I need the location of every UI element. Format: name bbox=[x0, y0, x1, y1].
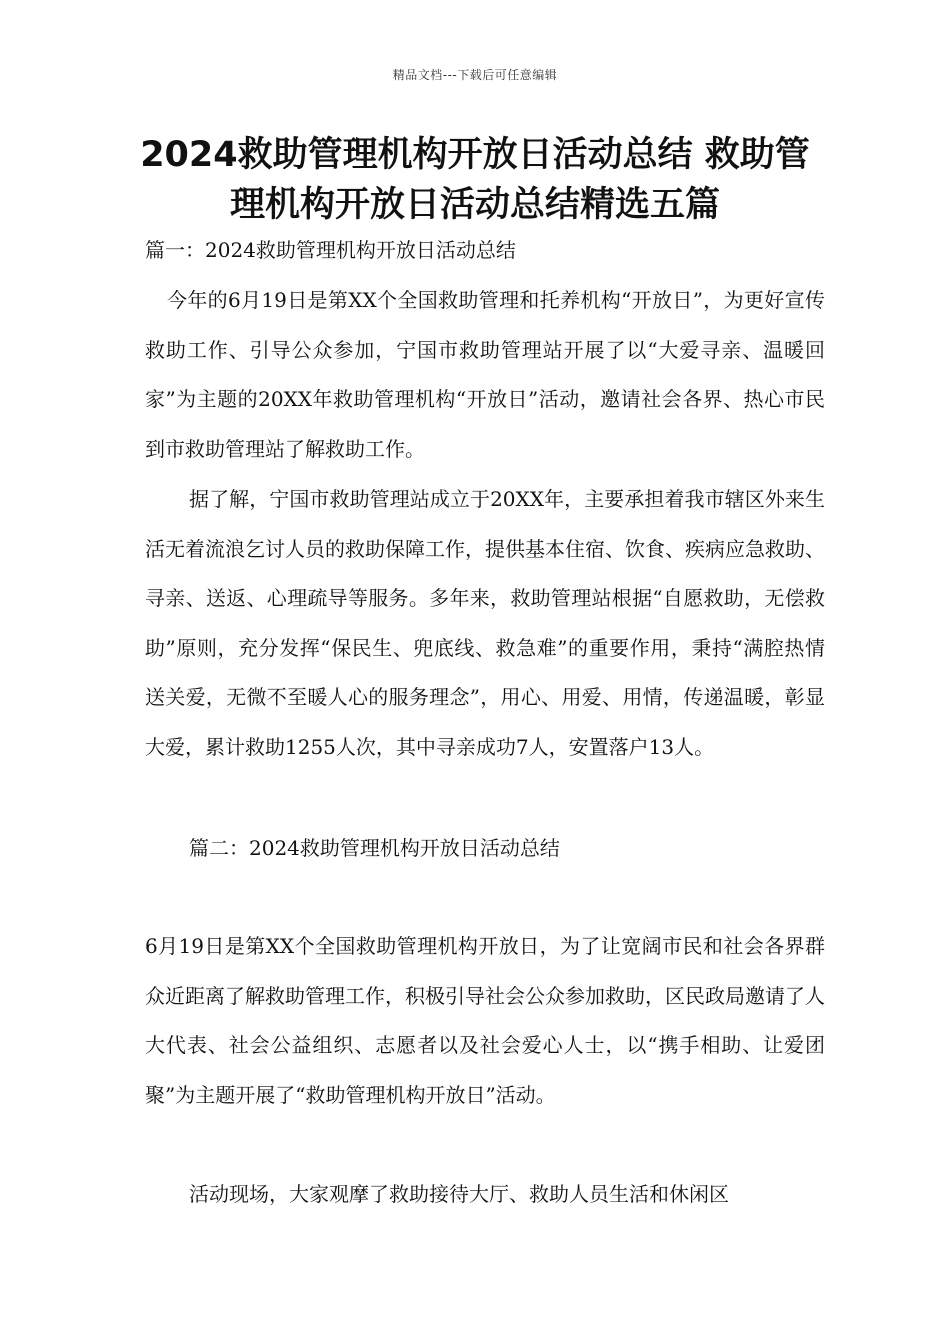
section2-heading: 篇二：2024救助管理机构开放日活动总结 bbox=[189, 836, 560, 860]
document-title: 2024救助管理机构开放日活动总结 救助管理机构开放日活动总结精选五篇 bbox=[140, 135, 810, 225]
section2-paragraph-2: 活动现场，大家观摩了救助接待大厅、救助人员生活和休闲区 bbox=[189, 1182, 729, 1206]
section2-paragraph-1: 6月19日是第XX个全国救助管理机构开放日，为了让宽阔市民和社会各界群众近距离了解救助管理工作，积极引导社会公众参加救助，区民政局邀请了人大代表、社会公益组织、志愿者以及社会爱心人士，以“携手相助、让爱团聚”为主题开展了“救助管理机构开放日”活动。 bbox=[145, 934, 825, 1107]
section1-paragraph-1: 今年的6月19日是第XX个全国救助管理和托养机构“开放日”，为更好宣传救助工作、引导公众参加，宁国市救助管理站开展了以“大爱寻亲、温暖回家”为主题的20XX年救助管理机构“开放日”活动，邀请社会各界、热心市民到市救助管理站了解救助工作。 bbox=[145, 288, 825, 461]
header-note: 精品文档---下载后可任意编辑 bbox=[392, 68, 558, 82]
section1-paragraph-2: 据了解，宁国市救助管理站成立于20XX年，主要承担着我市辖区外来生活无着流浪乞讨人员的救助保障工作，提供基本住宿、饮食、疾病应急救助、寻亲、送返、心理疏导等服务。多年来，救助管理站根据“自愿救助，无偿救助”原则，充分发挥“保民生、兜底线、救急难”的重要作用，秉持“满腔热情送关爱，无微不至暖人心的服务理念”，用心、用爱、用情，传递温暖，彰显大爱，累计救助1255人次，其中寻亲成功7人，安置落户13人。 bbox=[145, 487, 825, 759]
section1-heading: 篇一：2024救助管理机构开放日活动总结 bbox=[145, 238, 516, 262]
